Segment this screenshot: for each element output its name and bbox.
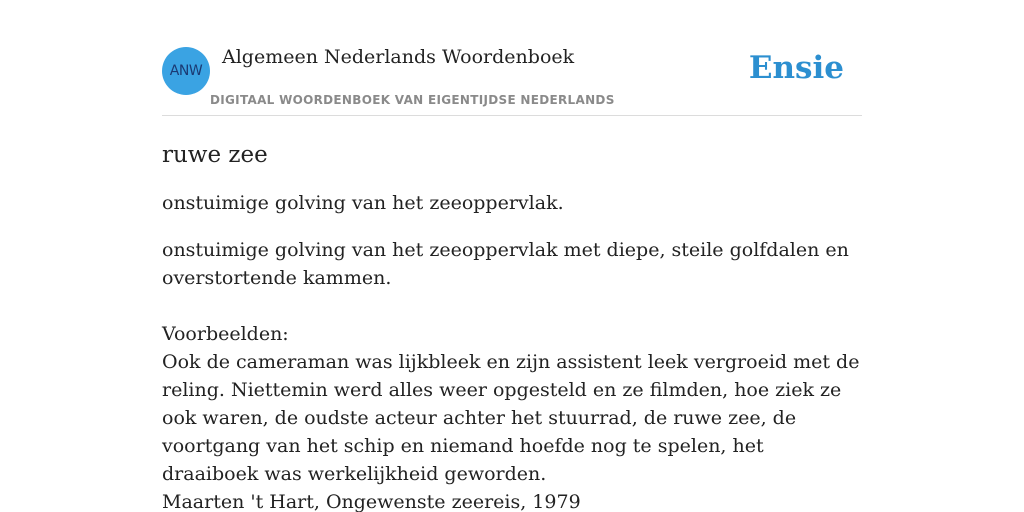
examples-label: Voorbeelden:: [162, 323, 289, 345]
site-subtitle: DIGITAAL WOORDENBOEK VAN EIGENTIJDSE NEDERLANDS: [210, 93, 615, 107]
example-source: Maarten 't Hart, Ongewenste zeereis, 1979: [162, 491, 581, 512]
entry-term: ruwe zee: [162, 142, 268, 168]
example-text: Ook de cameraman was lijkbleek en zijn assistent leek vergroeid met de reling. Niettemin werd alles weer opgesteld en ze filmden, hoe ziek ze ook waren, de oudste acteur achter het stuurrad, de ruwe zee, de voortgang van het schip en niemand hoefde nog te spelen, het draaiboek was werkelijkheid geworden.: [162, 351, 860, 485]
spacer: [162, 292, 862, 320]
anw-logo[interactable]: [162, 47, 210, 95]
entry-content: [162, 138, 862, 512]
ensie-brand-link[interactable]: Ensie: [748, 50, 844, 86]
site-header: [162, 40, 862, 116]
logo-text: ANW: [169, 63, 203, 79]
long-definition: onstuimige golving van het zeeoppervlak met diepe, steile golfdalen en overstortende kammen.: [162, 239, 849, 289]
site-title[interactable]: Algemeen Nederlands Woordenboek: [222, 46, 575, 68]
short-definition: onstuimige golving van het zeeoppervlak.: [162, 192, 564, 214]
